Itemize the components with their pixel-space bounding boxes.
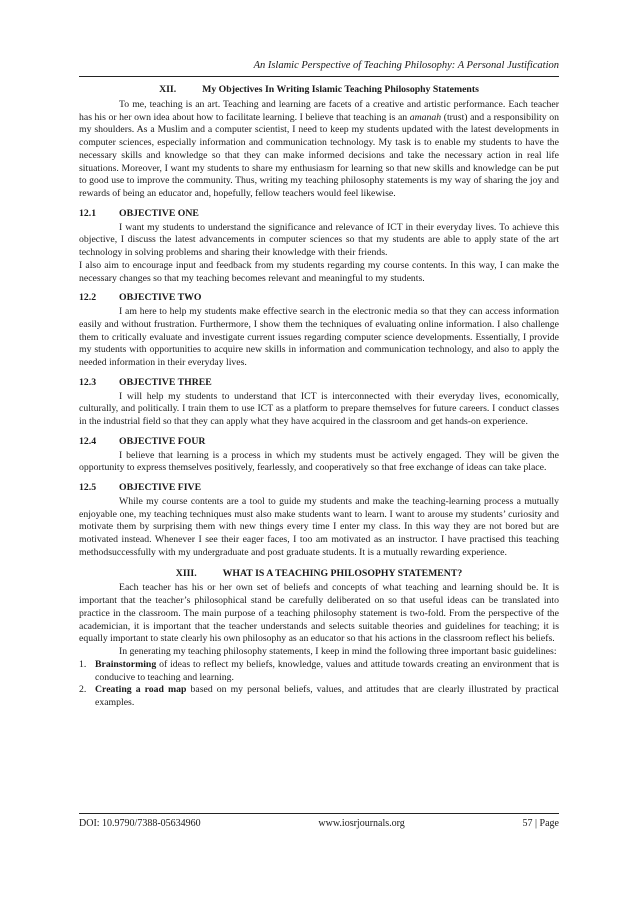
objective-four-heading: 12.4 OBJECTIVE FOUR [79, 435, 206, 447]
section-13-paragraph-1: Each teacher has his or her own set of beliefs and concepts of what teaching and learning should be. It is important that the teacher’s philosophical stand be carefully deliberated on so that useful ideas can be translated into practice in the classroom. The main purpose of a teaching philosophy statement is two-fold. From the perspective of the academician, it is important that the teacher understands and selects suitable theories and guidelines for teaching; it is equally important to state clearly his own philosophy as an educator so that his actions in the classroom reflect his beliefs. [79, 582, 559, 645]
section-12-heading [79, 84, 559, 97]
objective-one-paragraph-2: I also aim to encourage input and feedback from my students regarding my course contents. In this way, I can make the necessary changes so that my teaching becomes relevant and meaningful to my students. [79, 259, 559, 284]
page-number: 57 | Page [522, 818, 559, 829]
header-divider [79, 76, 559, 77]
objective-one-paragraph: I want my students to understand the significance and relevance of ICT in their everyday lives. To achieve this objective, I discuss the latest advancements in computer sciences so that my students are able to apply state of the art technology in solving problems and sharing their knowledge with their friends. [79, 221, 559, 258]
page-footer [79, 818, 559, 829]
objective-five-heading: 12.5 OBJECTIVE FIVE [79, 482, 202, 493]
section-13-number: XIII. [175, 567, 197, 579]
page-body [79, 84, 559, 710]
objective-three-heading: 12.3 OBJECTIVE THREE [79, 376, 212, 388]
section-12-intro: To me, teaching is an art. Teaching and learning are facets of a creative and artistic performance. Each teacher has his or her own idea about how to facilitate learning. I believe that teaching is an amanah (trust) and a responsibility on my shoulders. As a Muslim and a computer scientist, I need to keep my students updated with the latest developments in computer sciences, especially information and communication technology. My task is to enable my students to have the necessary skills and knowledge so that they can make informed decisions and take the necessary action in real life situations. Moreover, I want my students to share my enthusiasm for learning so that new skills and knowledge can be put to good use to improve the community. Thus, writing my teaching philosophy statements is my way of sharing the joy and rewards of being an educator and, hopefully, fellow teachers would feel likewise. [79, 98, 559, 199]
running-header: An Islamic Perspective of Teaching Philosophy: A Personal Justification [253, 60, 559, 71]
footer-divider [79, 813, 559, 814]
section-13-paragraph-2: In generating my teaching philosophy statements, I keep in mind the following three important basic guidelines: [119, 646, 557, 657]
objective-three-paragraph: I will help my students to understand that ICT is interconnected with their everyday lives, economically, culturally, and politically. I train them to use ICT as a platform to prepare themselves for future careers. I conduct classes in the industrial field so that they can apply what they have acquired in the classroom and get hands-on experience. [79, 390, 559, 427]
objective-five-paragraph: While my course contents are a tool to guide my students and make the teaching-learning process a mutually enjoyable one, my teaching techniques must also make students want to learn. I want to arouse my students’ curiosity and motivate them by surprising them with new things every time I enter my class. In this way they are not bored but are motivated instead. Whenever I see their eager faces, I too am motivated as an instructor. I have practised this teaching methodsuccessfully with my undergraduate and post graduate students. It is a mutually rewarding experience. [79, 495, 559, 558]
objective-one-heading: 12.1 OBJECTIVE ONE [79, 207, 199, 219]
guideline-item: 2. Creating a road map based on my personal beliefs, values, and attitudes that are clearly illustrated by practical examples. [79, 684, 559, 708]
amanah-term: amanah [409, 111, 442, 123]
section-12-title: My Objectives In Writing Islamic Teaching Philosophy Statements [202, 84, 479, 95]
guideline-term: Brainstorming [95, 658, 157, 670]
doi-text: DOI: 10.9790/7388-05634960 [79, 818, 201, 829]
objective-two-paragraph: I am here to help my students make effective search in the electronic media so that they can access information easily and without frustration. Furthermore, I show them the techniques of evaluating online information. I also challenge them to critically evaluate and investigate current issues regarding computer science developments. Essentially, I provide my students with opportunities to acquire new skills in information and communication technology, and also to apply the needed information in their everyday lives. [79, 306, 559, 368]
section-12-number: XII. [159, 84, 177, 95]
section-13-heading [79, 568, 559, 581]
objective-four-paragraph: I believe that learning is a process in which my students must be actively engaged. They will be given the opportunity to express themselves positively, fearlessly, and cooperatively so that free exchange of ideas can take place. [79, 449, 559, 474]
guideline-term: Creating a road map [95, 684, 187, 696]
guideline-item: 1. Brainstorming of ideas to reflect my beliefs, knowledge, values and attitude towards creating an environment that is conducive to teaching and learning. [79, 658, 559, 683]
journal-website: www.iosrjournals.org [318, 818, 405, 829]
section-13-title: WHAT IS A TEACHING PHILOSOPHY STATEMENT? [222, 567, 463, 579]
objective-two-heading: 12.2 OBJECTIVE TWO [79, 292, 202, 304]
